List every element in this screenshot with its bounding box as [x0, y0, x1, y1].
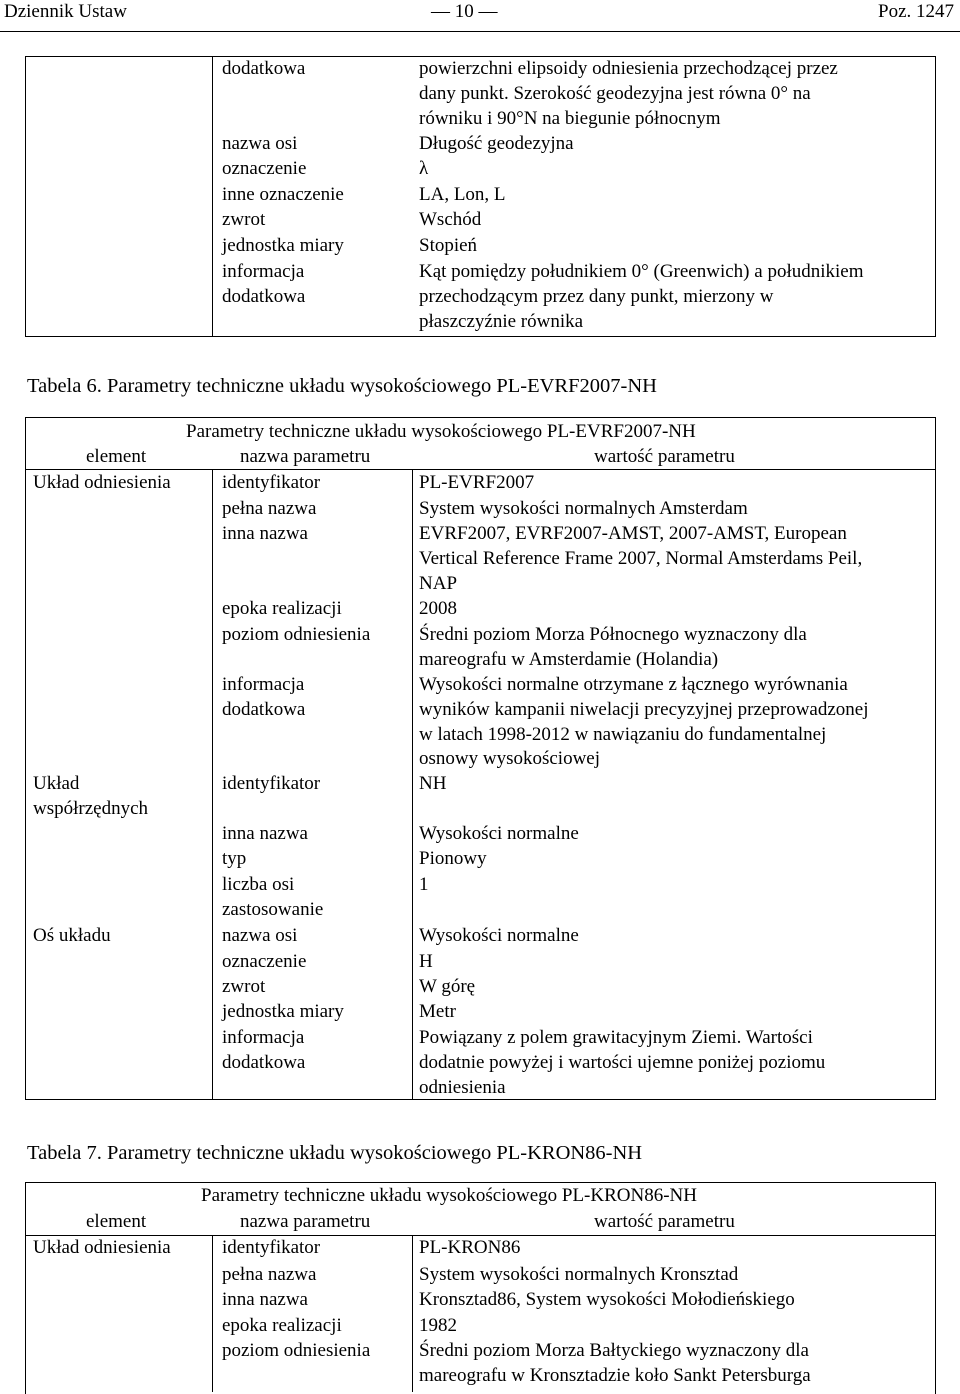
table6-col-value: wartość parametru	[594, 446, 735, 467]
cell-line: poziom odniesienia	[222, 624, 371, 645]
table6-header-rule	[26, 469, 935, 470]
cell-param	[222, 950, 306, 975]
cell-value	[419, 924, 579, 949]
cell-line: jednostka miary	[222, 1001, 344, 1022]
cell-param	[222, 898, 323, 923]
cell-param	[222, 673, 305, 723]
cell-line: pełna nazwa	[222, 1264, 317, 1285]
cell-value	[419, 157, 428, 182]
table7-col-value: wartość parametru	[594, 1211, 735, 1232]
cell-line: epoka realizacji	[222, 598, 342, 619]
cell-line: zwrot	[222, 209, 266, 230]
cell-line: w latach 1998-2012 w nawiązaniu do fundamentalnej	[419, 723, 827, 745]
cell-line: epoka realizacji	[222, 1315, 342, 1336]
cell-param	[222, 1263, 316, 1288]
cell-line: 1982	[419, 1315, 457, 1336]
table7-divider-1	[212, 1235, 213, 1392]
journal-name: Dziennik Ustaw	[4, 1, 127, 22]
cell-line: λ	[419, 158, 429, 179]
cell-line: Vertical Reference Frame 2007, Normal Amsterdams Peil,	[419, 547, 863, 569]
cell-line: Układ odniesienia	[33, 1237, 171, 1258]
position-number: Poz. 1247	[878, 1, 954, 22]
cell-line: liczba osi	[222, 874, 295, 895]
cell-line: informacja	[222, 674, 305, 695]
cell-line: Wschód	[419, 209, 482, 230]
cell-line: Oś układu	[33, 925, 111, 946]
table6-col-param: nazwa parametru	[240, 446, 371, 467]
cell-value	[419, 597, 457, 622]
cell-line: PL-EVRF2007	[419, 472, 535, 493]
cell-line: informacja	[222, 1027, 305, 1048]
table6-title: Parametry techniczne układu wysokościowego PL-EVRF2007-NH	[186, 421, 696, 442]
cell-line: PL-KRON86	[419, 1237, 521, 1258]
cell-line: pełna nazwa	[222, 498, 317, 519]
cell-line: EVRF2007, EVRF2007-AMST, 2007-AMST, European	[419, 523, 847, 544]
cell-line: 1	[419, 874, 429, 895]
cell-line: 2008	[419, 598, 457, 619]
cell-line: NH	[419, 773, 447, 794]
table6-caption: Tabela 6. Parametry techniczne układu wysokościowego PL-EVRF2007-NH	[27, 375, 657, 397]
cell-label	[222, 208, 265, 233]
cell-line: identyfikator	[222, 773, 321, 794]
cell-line: jednostka miary	[222, 235, 344, 256]
cell-line: równiku i 90°N na biegunie północnym	[419, 107, 721, 129]
cell-element	[33, 471, 171, 496]
cell-label	[222, 57, 305, 82]
cell-line: Układ	[33, 773, 80, 794]
cell-element	[33, 924, 111, 949]
cell-line: Wysokości normalne otrzymane z łącznego wyrównania	[419, 674, 848, 695]
cell-value	[419, 1339, 811, 1389]
cell-line: nazwa osi	[222, 925, 298, 946]
cell-line: płaszczyźnie równika	[419, 310, 584, 332]
cell-value	[419, 1288, 795, 1313]
cell-value	[419, 132, 574, 157]
cell-label	[222, 157, 306, 182]
cell-line: Powiązany z polem grawitacyjnym Ziemi. Wartości	[419, 1027, 813, 1048]
cell-line: informacja	[222, 261, 305, 282]
column-divider	[212, 56, 213, 337]
cell-line: Kąt pomiędzy południkiem 0° (Greenwich) a południkiem	[419, 261, 864, 282]
cell-param	[222, 1339, 370, 1364]
cell-param	[222, 1314, 342, 1339]
cell-param	[222, 1236, 320, 1261]
table6-divider-2	[412, 469, 413, 1100]
table7-col-element: element	[86, 1211, 147, 1232]
cell-line: LA, Lon, L	[419, 184, 506, 205]
cell-value	[419, 57, 838, 131]
cell-line: Wysokości normalne	[419, 925, 579, 946]
cell-element	[33, 772, 148, 822]
cell-line: System wysokości normalnych Amsterdam	[419, 498, 748, 519]
cell-value	[419, 234, 477, 259]
cell-line: zwrot	[222, 976, 266, 997]
cell-label	[222, 260, 305, 310]
cell-value	[419, 497, 748, 522]
table7-col-param: nazwa parametru	[240, 1211, 371, 1232]
cell-line: inne oznaczenie	[222, 184, 344, 205]
cell-value	[419, 208, 481, 233]
cell-value	[419, 673, 869, 772]
cell-line: identyfikator	[222, 472, 321, 493]
table6-col-element: element	[86, 446, 147, 467]
cell-line: dany punkt. Szerokość geodezyjna jest równa 0° na	[419, 82, 811, 104]
cell-line: dodatkowa	[222, 1051, 306, 1073]
cell-line: dodatkowa	[222, 285, 306, 307]
table7-divider-2	[412, 1235, 413, 1392]
cell-line: Średni poziom Morza Północnego wyznaczony dla	[419, 624, 807, 645]
cell-value	[419, 1236, 520, 1261]
table6-divider-1	[212, 469, 213, 1100]
cell-value	[419, 471, 534, 496]
cell-param	[222, 1288, 308, 1313]
cell-line: dodatkowa	[222, 698, 306, 720]
cell-value	[419, 260, 864, 334]
cell-line: Wysokości normalne	[419, 823, 579, 844]
cell-line: Pionowy	[419, 848, 487, 869]
cell-param	[222, 822, 308, 847]
cell-value	[419, 522, 862, 596]
cell-param	[222, 471, 320, 496]
cell-line: mareografu w Amsterdamie (Holandia)	[419, 648, 719, 670]
cell-line: osnowy wysokościowej	[419, 748, 601, 770]
table7-caption: Tabela 7. Parametry techniczne układu wysokościowego PL-KRON86-NH	[27, 1142, 643, 1164]
header-rule	[0, 31, 960, 32]
cell-param	[222, 1026, 305, 1076]
cell-param	[222, 497, 316, 522]
cell-line: dodatnie powyżej i wartości ujemne poniżej poziomu	[419, 1051, 826, 1073]
cell-value	[419, 623, 807, 673]
cell-param	[222, 522, 308, 547]
cell-value	[419, 1263, 738, 1288]
cell-param	[222, 623, 370, 648]
cell-value	[419, 847, 487, 872]
cell-line: przechodzącym przez dany punkt, mierzony w	[419, 285, 774, 307]
cell-value	[419, 975, 475, 1000]
cell-line: H	[419, 951, 433, 972]
cell-line: poziom odniesienia	[222, 1340, 371, 1361]
cell-line: W górę	[419, 976, 476, 997]
cell-line: powierzchni elipsoidy odniesienia przechodzącej przez	[419, 58, 838, 79]
cell-line: odniesienia	[419, 1076, 506, 1098]
cell-line: mareografu w Kronsztadzie koło Sankt Petersburga	[419, 1364, 811, 1386]
cell-param	[222, 873, 294, 898]
cell-value	[419, 1026, 825, 1100]
cell-value	[419, 1000, 456, 1025]
cell-param	[222, 975, 265, 1000]
cell-line: System wysokości normalnych Kronsztad	[419, 1264, 739, 1285]
cell-line: Układ odniesienia	[33, 472, 171, 493]
cell-param	[222, 597, 342, 622]
cell-value	[419, 183, 506, 208]
cell-line: Stopień	[419, 235, 478, 256]
cell-line: typ	[222, 848, 247, 869]
cell-line: oznaczenie	[222, 951, 307, 972]
cell-line: Kronsztad86, System wysokości Mołodieńskiego	[419, 1289, 795, 1310]
cell-line: inna nazwa	[222, 823, 308, 844]
cell-line: współrzędnych	[33, 797, 149, 819]
cell-param	[222, 924, 297, 949]
table7-title: Parametry techniczne układu wysokościowego PL-KRON86-NH	[201, 1185, 697, 1206]
cell-line: Średni poziom Morza Bałtyckiego wyznaczony dla	[419, 1340, 809, 1361]
cell-label	[222, 183, 344, 208]
cell-line: wyników kampanii niwelacji precyzyjnej przeprowadzonej	[419, 698, 869, 720]
cell-label	[222, 234, 344, 259]
cell-line: NAP	[419, 572, 458, 594]
page-number: — 10 —	[431, 1, 498, 22]
cell-param	[222, 1000, 344, 1025]
cell-line: inna nazwa	[222, 1289, 308, 1310]
cell-value	[419, 822, 579, 847]
cell-value	[419, 950, 433, 975]
cell-line: identyfikator	[222, 1237, 321, 1258]
cell-line: dodatkowa	[222, 58, 306, 79]
cell-line: Długość geodezyjna	[419, 133, 574, 154]
cell-param	[222, 847, 246, 872]
cell-line: Metr	[419, 1001, 456, 1022]
cell-line: oznaczenie	[222, 158, 307, 179]
cell-line: zastosowanie	[222, 899, 324, 920]
cell-value	[419, 772, 446, 797]
cell-param	[222, 772, 320, 797]
cell-value	[419, 873, 429, 898]
cell-value	[419, 1314, 457, 1339]
cell-line: nazwa osi	[222, 133, 298, 154]
cell-element	[33, 1236, 171, 1261]
cell-line: inna nazwa	[222, 523, 308, 544]
cell-label	[222, 132, 297, 157]
